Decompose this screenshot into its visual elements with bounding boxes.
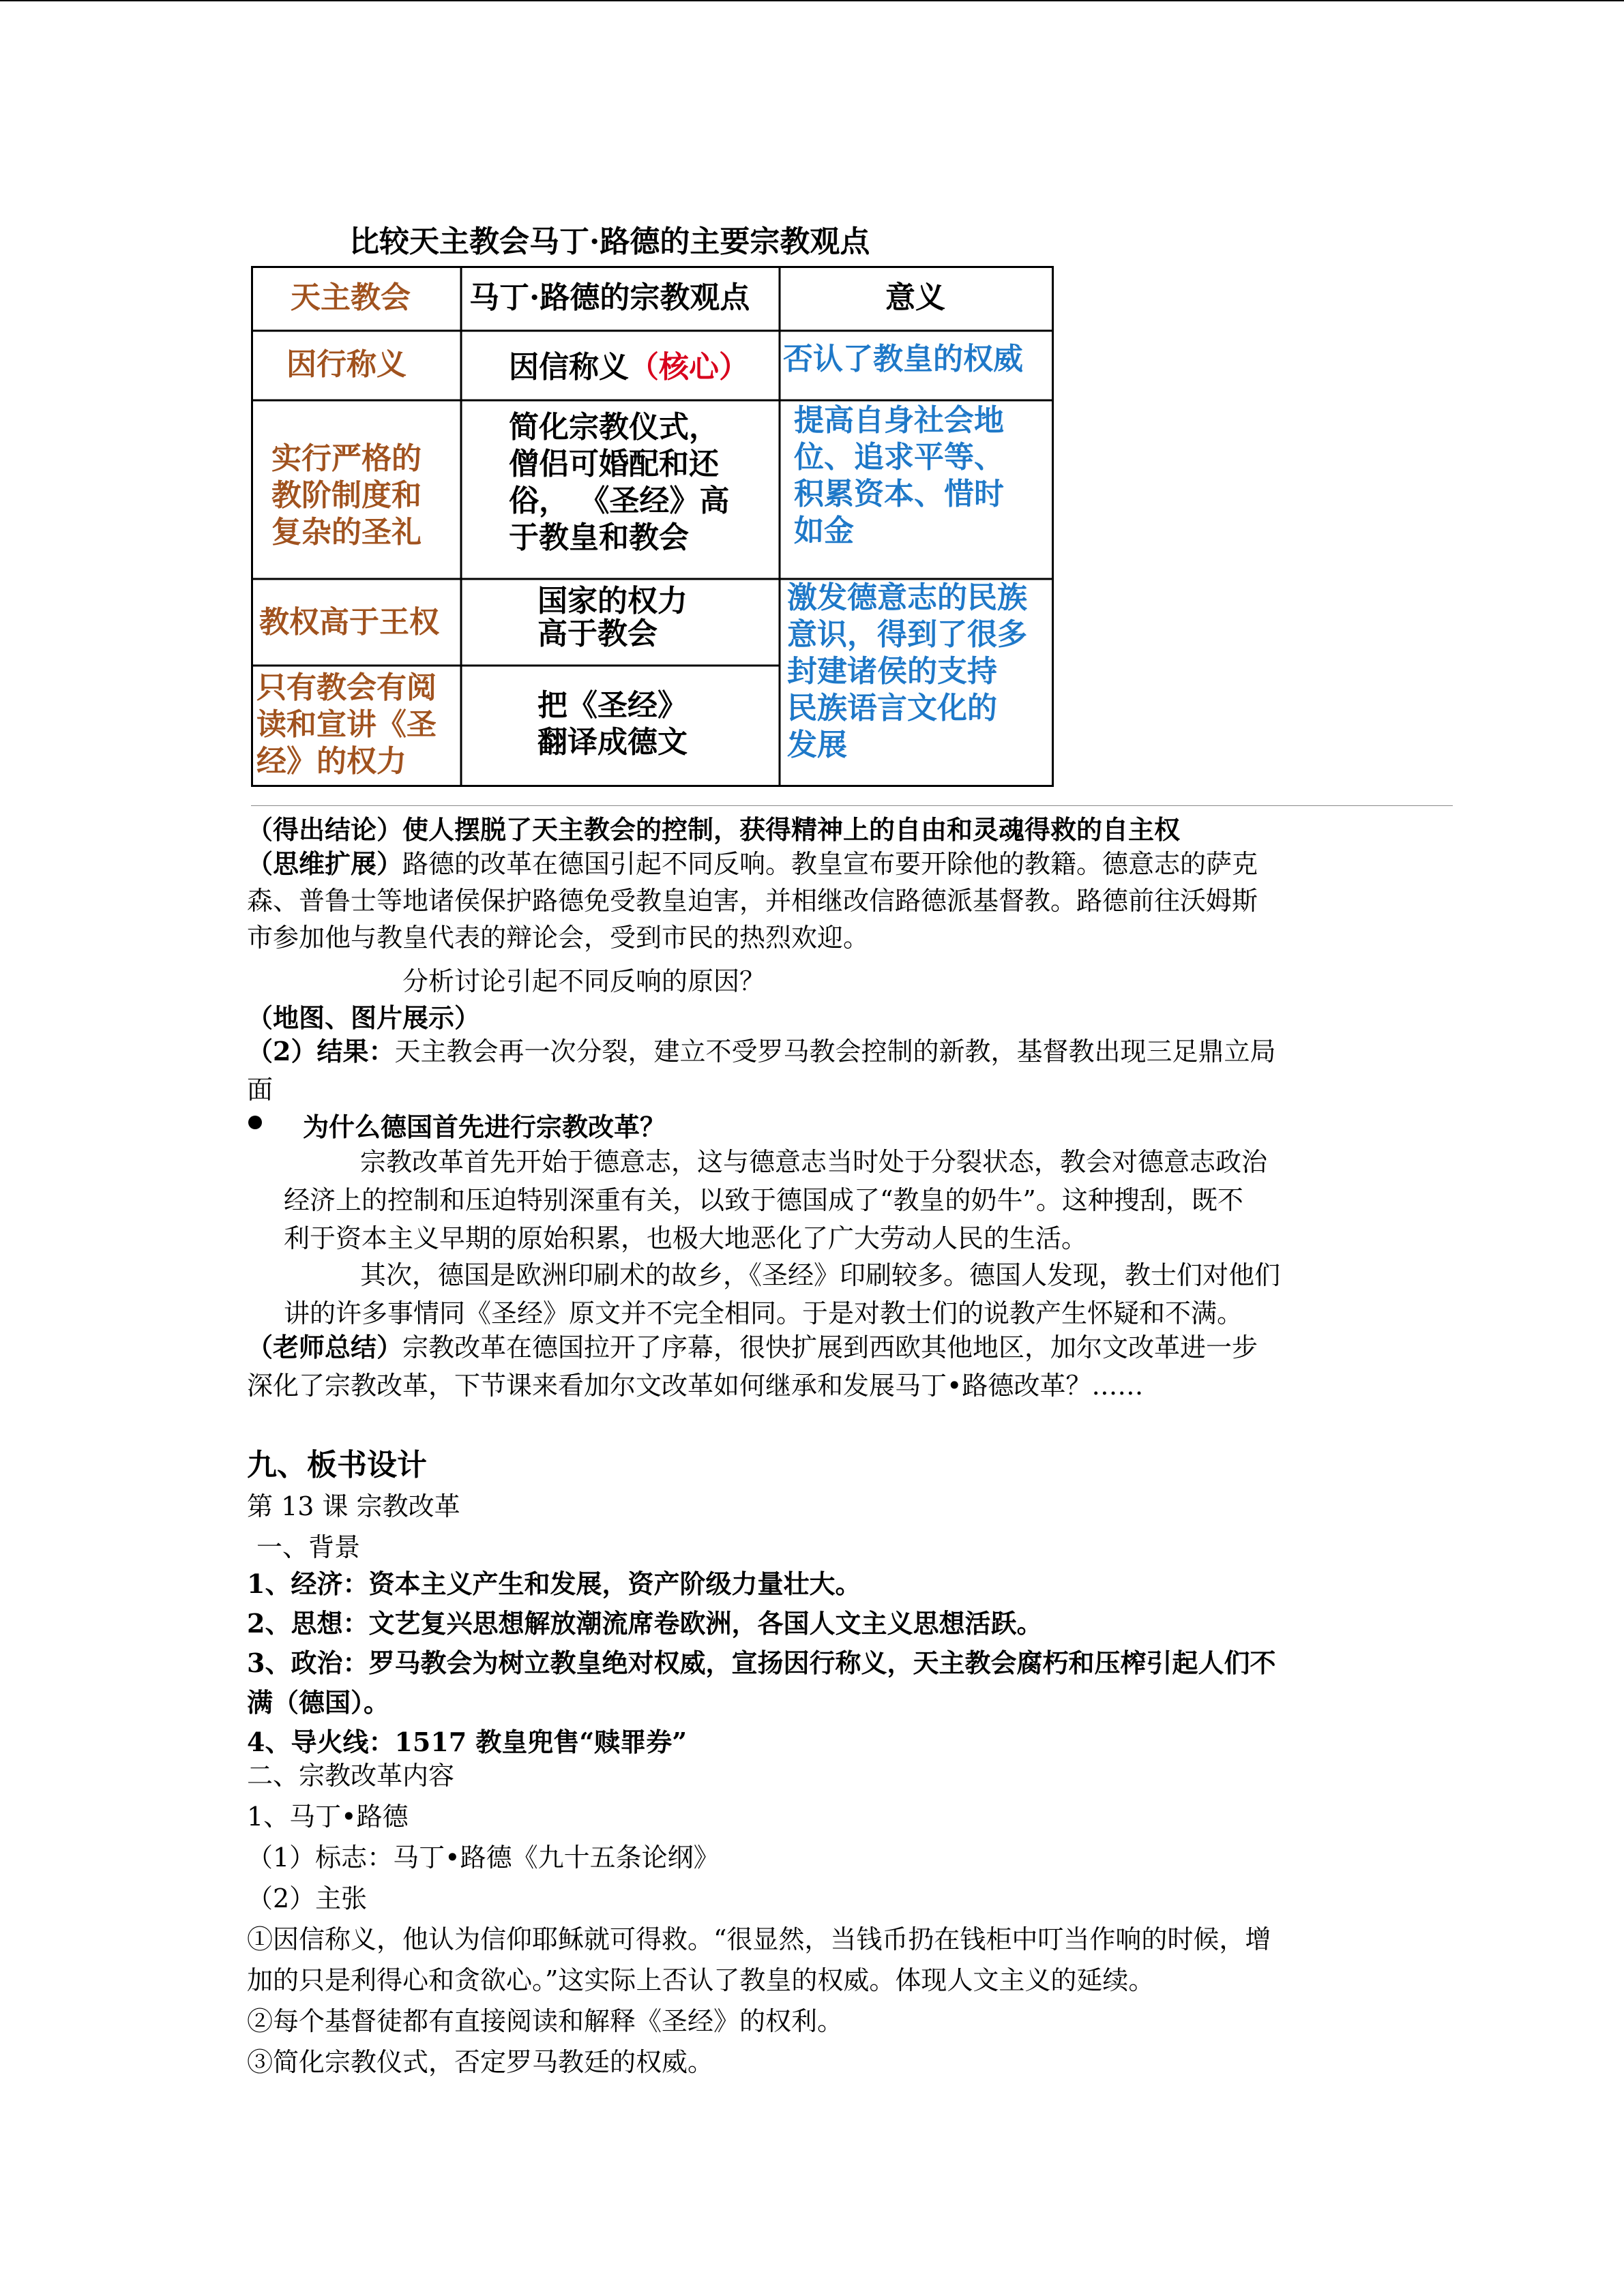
row1-luther-note: （核心） (629, 350, 749, 385)
why-paragraph-2 (254, 1256, 1280, 1332)
row2-luther-line: 简化宗教仪式， (509, 410, 719, 445)
divider (251, 805, 1453, 806)
conclusion (247, 809, 1180, 846)
row3-luther-line: 高于教会 (537, 616, 658, 651)
extension-line: 路德的改革在德国引起不同反响。教皇宣布要开除他的教籍。德意志的萨克 (402, 849, 1258, 879)
board-item: 满（德国）。 (247, 1687, 390, 1718)
row4-catholic-line: 经》的权力 (256, 744, 407, 779)
header-luther: 马丁·路德的宗教观点 (469, 280, 750, 315)
board-heading: 九、板书设计 (247, 1448, 427, 1482)
board-section-1: 一、背景 (256, 1532, 361, 1562)
board-point: ③简化宗教仪式，否定罗马教廷的权威。 (247, 2047, 714, 2077)
row3-catholic: 教权高于王权 (259, 605, 439, 640)
summary-label: （老师总结） (247, 1332, 403, 1362)
map-show: （地图、图片展示） (247, 1002, 481, 1033)
comparison-table (251, 266, 1054, 787)
why-p2-line: 讲的许多事情同《圣经》原文并不完全相同。于是对教士们的说教产生怀疑和不满。 (284, 1298, 1243, 1328)
why-p1-line: 宗教改革首先开始于德意志，这与德意志当时处于分裂状态，教会对德意志政治 (360, 1147, 1268, 1177)
board-point: ①因信称义，他认为信仰耶稣就可得救。“很显然，当钱币扔在钱柜中叮当作响的时候，增 (247, 1924, 1271, 1954)
result-label: （2）结果： (247, 1036, 395, 1067)
board-sub-1: 1、马丁•路德 (247, 1802, 409, 1832)
board-item: 2、思想：文艺复兴思想解放潮流席卷欧洲，各国人文主义思想活跃。 (247, 1608, 1043, 1639)
row3-luther-line: 国家的权力 (537, 584, 688, 618)
merged-meaning (787, 580, 1027, 764)
row2-meaning-line: 积累资本、惜时 (794, 477, 1004, 511)
conclusion-label: （得出结论） (247, 814, 403, 845)
row2-luther (509, 409, 729, 556)
board-claim: （2）主张 (247, 1883, 368, 1913)
why-p1-line: 经济上的控制和压迫特别深重有关，以致于德国成了“教皇的奶牛”。这种搜刮，既不 (284, 1185, 1243, 1215)
row1-luther-text: 因信称义 (509, 350, 629, 385)
merged-meaning-line: 意识，得到了很多 (787, 617, 1027, 652)
extension-line: 市参加他与教皇代表的辩论会，受到市民的热烈欢迎。 (247, 923, 870, 953)
board-point: 加的只是利得心和贪欲心。”这实际上否认了教皇的权威。体现人文主义的延续。 (247, 1965, 1155, 1995)
bullet-icon (248, 1116, 262, 1129)
result-line: 面 (247, 1075, 274, 1105)
extension-label: （思维扩展） (247, 848, 403, 879)
row2-meaning-line: 位、追求平等、 (794, 440, 1004, 475)
row2-meaning-line: 如金 (794, 513, 854, 548)
row4-luther-line: 翻译成德文 (537, 725, 688, 760)
merged-meaning-line: 激发德意志的民族 (787, 580, 1027, 615)
board-section-2: 二、宗教改革内容 (247, 1761, 455, 1791)
summary-line: 深化了宗教改革，下节课来看加尔文改革如何继承和发展马丁•路德改革？…… (247, 1371, 1144, 1401)
row4-catholic-line: 只有教会有阅 (256, 670, 437, 705)
result-line: 天主教会再一次分裂，建立不受罗马教会控制的新教，基督教出现三足鼎立局 (394, 1037, 1276, 1067)
why-p1-line: 利于资本主义早期的原始积累，也极大地恶化了广大劳动人民的生活。 (284, 1223, 1088, 1253)
extension-line: 森、普鲁士等地诸侯保护路德免受教皇迫害，并相继改信路德派基督教。路德前往沃姆斯 (247, 886, 1258, 916)
board-lesson: 第 13 课 宗教改革 (247, 1491, 460, 1521)
why-paragraph-1 (254, 1143, 1267, 1257)
row2-meaning (794, 402, 1004, 550)
row2-catholic-line: 复杂的圣礼 (271, 515, 422, 550)
row4-luther-line: 把《圣经》 (537, 688, 688, 723)
result (247, 1032, 1275, 1109)
board-item: 4、导火线：1517 教皇兜售“赎罪券” (247, 1727, 688, 1757)
row2-catholic (271, 441, 422, 551)
board-content (247, 1755, 1271, 2083)
why-p2-line: 其次，德国是欧洲印刷术的故乡，《圣经》印刷较多。德国人发现，教士们对他们 (360, 1260, 1281, 1290)
row2-catholic-line: 实行严格的 (271, 441, 422, 476)
row1-meaning: 否认了教皇的权威 (783, 342, 1023, 376)
row4-luther (537, 687, 688, 761)
row2-luther-line: 于教皇和教会 (509, 520, 689, 555)
row4-catholic (256, 670, 437, 780)
row2-catholic-line: 教阶制度和 (271, 478, 422, 513)
conclusion-text: 使人摆脱了天主教会的控制，获得精神上的自由和灵魂得救的自主权 (402, 814, 1181, 845)
page-top-border (0, 0, 1624, 1)
merged-meaning-line: 发展 (787, 728, 847, 762)
merged-meaning-line: 民族语言文化的 (787, 691, 997, 726)
merged-meaning-line: 封建诸侯的支持 (787, 654, 997, 689)
row2-luther-line: 僧侣可婚配和还 (509, 447, 719, 481)
row1-catholic: 因行称义 (286, 347, 407, 382)
row2-luther-line: 俗， 《圣经》高 (509, 483, 730, 518)
board-background-items (247, 1564, 1275, 1762)
summary-line: 宗教改革在德国拉开了序幕，很快扩展到西欧其他地区，加尔文改革进一步 (402, 1332, 1258, 1362)
header-catholic: 天主教会 (291, 280, 411, 315)
board-item: 1、经济：资本主义产生和发展，资产阶级力量壮大。 (247, 1568, 861, 1599)
row2-meaning-line: 提高自身社会地 (794, 403, 1004, 438)
extension-question: 分析讨论引起不同反响的原因？ (402, 966, 766, 996)
header-meaning: 意义 (885, 280, 945, 315)
extension (247, 846, 1258, 956)
row1-luther (509, 349, 749, 386)
row3-luther (537, 585, 688, 651)
board-point: ②每个基督徒都有直接阅读和解释《圣经》的权利。 (247, 2006, 844, 2036)
board-mark: （1）标志：马丁•路德《九十五条论纲》 (247, 1843, 720, 1873)
table-title: 比较天主教会马丁·路德的主要宗教观点 (349, 224, 870, 259)
row4-catholic-line: 读和宣讲《圣 (256, 707, 437, 742)
why-question: 为什么德国首先进行宗教改革？ (303, 1112, 666, 1142)
board-item: 3、政治：罗马教会为树立教皇绝对权威，宣扬因行称义，天主教会腐朽和压榨引起人们不 (247, 1648, 1276, 1678)
teacher-summary (247, 1328, 1258, 1405)
